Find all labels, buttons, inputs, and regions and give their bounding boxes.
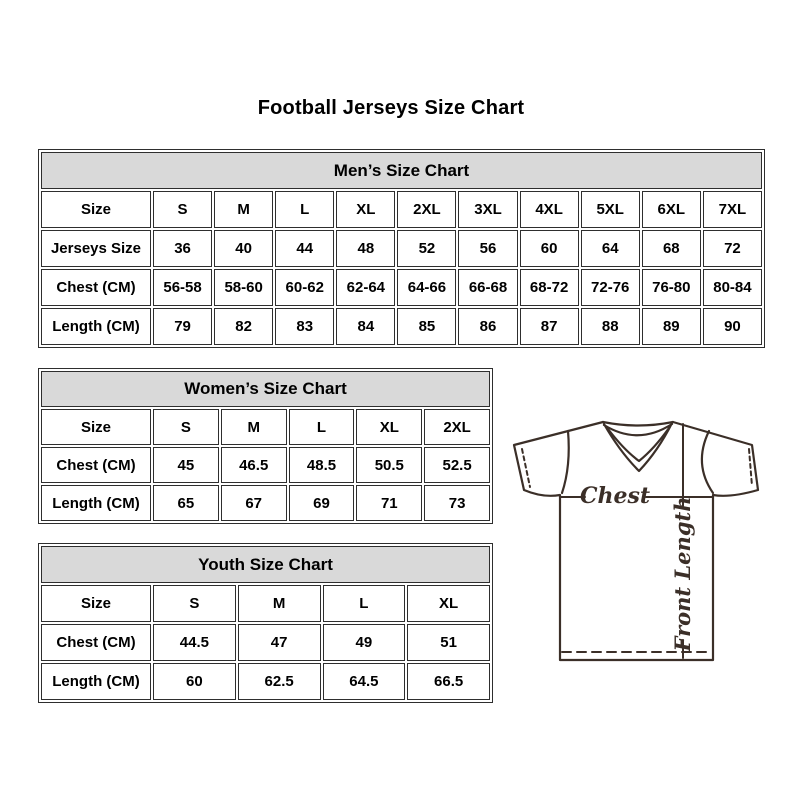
- table-cell: 3XL: [458, 191, 517, 228]
- womens-header-row: [41, 371, 490, 407]
- row-label: Jerseys Size: [41, 230, 151, 267]
- table-cell: 72-76: [581, 269, 640, 306]
- table-cell: 46.5: [221, 447, 287, 483]
- table-cell: 66-68: [458, 269, 517, 306]
- table-cell: 68: [642, 230, 701, 267]
- table-cell: S: [153, 409, 219, 445]
- table-cell: M: [221, 409, 287, 445]
- table-cell: L: [275, 191, 334, 228]
- row-label: Chest (CM): [41, 447, 151, 483]
- table-cell: 60: [153, 663, 236, 700]
- table-cell: 51: [407, 624, 490, 661]
- front-length-label: Front Length: [670, 496, 695, 652]
- table-row: [41, 624, 490, 661]
- right-cuff-dashed-line: [749, 449, 752, 486]
- table-row: [41, 230, 762, 267]
- collar-top-line: [603, 422, 673, 426]
- youth-size-table: [38, 543, 493, 703]
- left-armhole-seam: [562, 431, 569, 493]
- womens-size-table: [38, 368, 493, 524]
- table-cell: 44: [275, 230, 334, 267]
- row-label: Size: [41, 409, 151, 445]
- row-label: Size: [41, 585, 151, 622]
- row-label: Size: [41, 191, 151, 228]
- table-cell: 86: [458, 308, 517, 345]
- table-cell: 73: [424, 485, 490, 521]
- table-cell: 44.5: [153, 624, 236, 661]
- table-cell: 58-60: [214, 269, 273, 306]
- table-cell: 47: [238, 624, 321, 661]
- table-cell: 90: [703, 308, 762, 345]
- table-cell: 50.5: [356, 447, 422, 483]
- table-cell: S: [153, 585, 236, 622]
- left-cuff-dashed-line: [522, 449, 530, 487]
- table-row: [41, 585, 490, 622]
- table-cell: XL: [356, 409, 422, 445]
- table-cell: 71: [356, 485, 422, 521]
- table-cell: 67: [221, 485, 287, 521]
- table-row: [41, 269, 762, 306]
- mens-size-table: [38, 149, 765, 348]
- table-cell: 2XL: [424, 409, 490, 445]
- table-cell: 60: [520, 230, 579, 267]
- table-cell: 2XL: [397, 191, 456, 228]
- table-cell: 5XL: [581, 191, 640, 228]
- youth-header-row: [41, 546, 490, 583]
- table-cell: 6XL: [642, 191, 701, 228]
- row-label: Length (CM): [41, 663, 151, 700]
- table-cell: L: [323, 585, 406, 622]
- table-cell: 48.5: [289, 447, 355, 483]
- youth-table-body: [41, 546, 490, 700]
- womens-table-title: Women’s Size Chart: [41, 371, 490, 407]
- table-cell: 56: [458, 230, 517, 267]
- table-cell: 66.5: [407, 663, 490, 700]
- table-cell: 69: [289, 485, 355, 521]
- table-cell: XL: [407, 585, 490, 622]
- mens-table-title: Men’s Size Chart: [41, 152, 762, 189]
- table-cell: 85: [397, 308, 456, 345]
- table-cell: 83: [275, 308, 334, 345]
- table-cell: 68-72: [520, 269, 579, 306]
- table-cell: XL: [336, 191, 395, 228]
- table-cell: 40: [214, 230, 273, 267]
- row-label: Length (CM): [41, 308, 151, 345]
- table-cell: M: [214, 191, 273, 228]
- youth-table-title: Youth Size Chart: [41, 546, 490, 583]
- table-cell: 76-80: [642, 269, 701, 306]
- right-armhole-seam: [702, 431, 713, 493]
- table-cell: 36: [153, 230, 212, 267]
- table-cell: 45: [153, 447, 219, 483]
- table-cell: 64: [581, 230, 640, 267]
- table-row: [41, 409, 490, 445]
- table-cell: 60-62: [275, 269, 334, 306]
- table-cell: 56-58: [153, 269, 212, 306]
- table-row: [41, 663, 490, 700]
- table-cell: 89: [642, 308, 701, 345]
- table-cell: 62-64: [336, 269, 395, 306]
- row-label: Length (CM): [41, 485, 151, 521]
- page-title: Football Jerseys Size Chart: [257, 97, 525, 119]
- table-row: [41, 485, 490, 521]
- table-cell: 82: [214, 308, 273, 345]
- table-row: [41, 447, 490, 483]
- womens-table-body: [41, 371, 490, 521]
- table-cell: 65: [153, 485, 219, 521]
- table-cell: 72: [703, 230, 762, 267]
- table-cell: 64-66: [397, 269, 456, 306]
- table-cell: 84: [336, 308, 395, 345]
- table-cell: 52.5: [424, 447, 490, 483]
- jersey-measurement-diagram: [505, 402, 777, 667]
- table-cell: 80-84: [703, 269, 762, 306]
- table-cell: 7XL: [703, 191, 762, 228]
- table-cell: 88: [581, 308, 640, 345]
- mens-table-body: [41, 152, 762, 345]
- table-cell: 48: [336, 230, 395, 267]
- row-label: Chest (CM): [41, 624, 151, 661]
- table-row: [41, 191, 762, 228]
- row-label: Chest (CM): [41, 269, 151, 306]
- table-cell: S: [153, 191, 212, 228]
- table-cell: 62.5: [238, 663, 321, 700]
- chest-label: Chest: [579, 483, 651, 509]
- table-cell: 79: [153, 308, 212, 345]
- table-cell: 64.5: [323, 663, 406, 700]
- table-cell: M: [238, 585, 321, 622]
- table-row: [41, 308, 762, 345]
- table-cell: 4XL: [520, 191, 579, 228]
- mens-header-row: [41, 152, 762, 189]
- table-cell: 49: [323, 624, 406, 661]
- table-cell: 87: [520, 308, 579, 345]
- table-cell: L: [289, 409, 355, 445]
- table-cell: 52: [397, 230, 456, 267]
